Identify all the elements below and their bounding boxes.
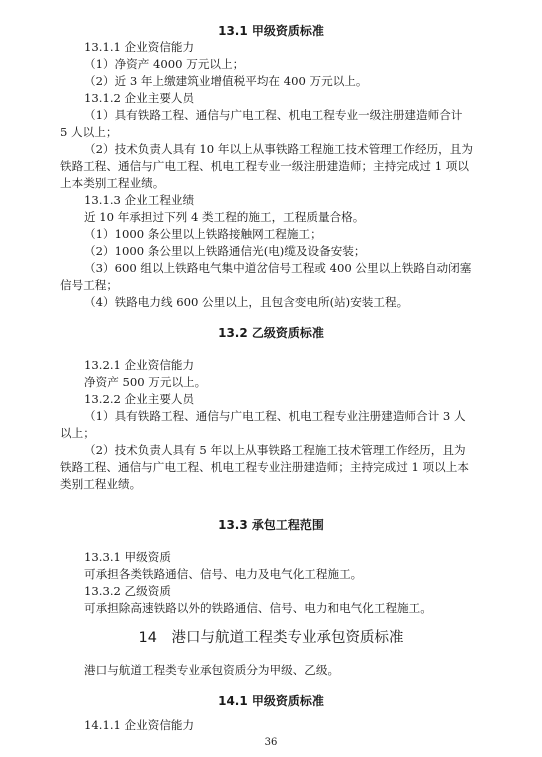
text-line: （2）技术负责人具有 5 年以上从事铁路工程施工技术管理工作经历，且为	[84, 443, 466, 457]
chapter-heading-14: 14 港口与航道工程类专业承包资质标准	[138, 630, 404, 646]
subsection-heading: 13.1.3 企业工程业绩	[84, 193, 195, 207]
text-line: 可承担除高速铁路以外的铁路通信、信号、电力和电气化工程施工。	[84, 601, 432, 615]
text-line: 上本类别工程业绩。	[60, 176, 165, 190]
text-line: （2）1000 条公里以上铁路通信光(电)缆及设备安装；	[84, 244, 366, 258]
text-line: （2）近 3 年上缴建筑业增值税平均在 400 万元以上。	[84, 74, 368, 88]
text-line: 铁路工程、通信与广电工程、机电工程专业注册建造师；主持完成过 1 项以上本	[60, 460, 469, 474]
subsection-heading: 13.1.1 企业资信能力	[84, 40, 195, 54]
section-heading-13-3: 13.3 承包工程范围	[218, 518, 324, 532]
text-line: 信号工程；	[60, 278, 118, 292]
subsection-heading: 13.1.2 企业主要人员	[84, 91, 195, 105]
subsection-heading: 13.2.2 企业主要人员	[84, 392, 195, 406]
text-line: 近 10 年承担过下列 4 类工程的施工，工程质量合格。	[84, 210, 365, 224]
section-heading-13-1: 13.1 甲级资质标准	[218, 24, 324, 38]
subsection-heading: 13.3.2 乙级资质	[84, 584, 171, 598]
subsection-heading: 13.3.1 甲级资质	[84, 550, 171, 564]
subsection-heading: 13.2.1 企业资信能力	[84, 358, 195, 372]
text-line: 港口与航道工程类专业承包资质分为甲级、乙级。	[84, 663, 340, 677]
text-line: （2）技术负责人具有 10 年以上从事铁路工程施工技术管理工作经历，且为	[84, 142, 473, 156]
text-line: （1）具有铁路工程、通信与广电工程、机电工程专业注册建造师合计 3 人	[84, 409, 466, 423]
text-line: 铁路工程、通信与广电工程、机电工程专业一级注册建造师；主持完成过 1 项以	[60, 159, 469, 173]
text-line: 以上；	[60, 426, 95, 440]
text-line: （4）铁路电力线 600 公里以上，且包含变电所(站)安装工程。	[84, 295, 409, 309]
text-line: （1）1000 条公里以上铁路接触网工程施工；	[84, 227, 322, 241]
text-line: （3）600 组以上铁路电气集中道岔信号工程或 400 公里以上铁路自动闭塞	[84, 261, 472, 275]
text-line: 5 人以上；	[60, 125, 118, 139]
text-line: （1）具有铁路工程、通信与广电工程、机电工程专业一级注册建造师合计	[84, 108, 463, 122]
text-line: 类别工程业绩。	[60, 477, 142, 491]
section-heading-13-2: 13.2 乙级资质标准	[218, 326, 324, 340]
section-heading-14-1: 14.1 甲级资质标准	[218, 694, 324, 708]
text-line: （1）净资产 4000 万元以上；	[84, 57, 245, 71]
text-line: 净资产 500 万元以上。	[84, 375, 207, 389]
page-number: 36	[264, 737, 278, 748]
subsection-heading: 14.1.1 企业资信能力	[84, 718, 195, 732]
text-line: 可承担各类铁路通信、信号、电力及电气化工程施工。	[84, 567, 363, 581]
